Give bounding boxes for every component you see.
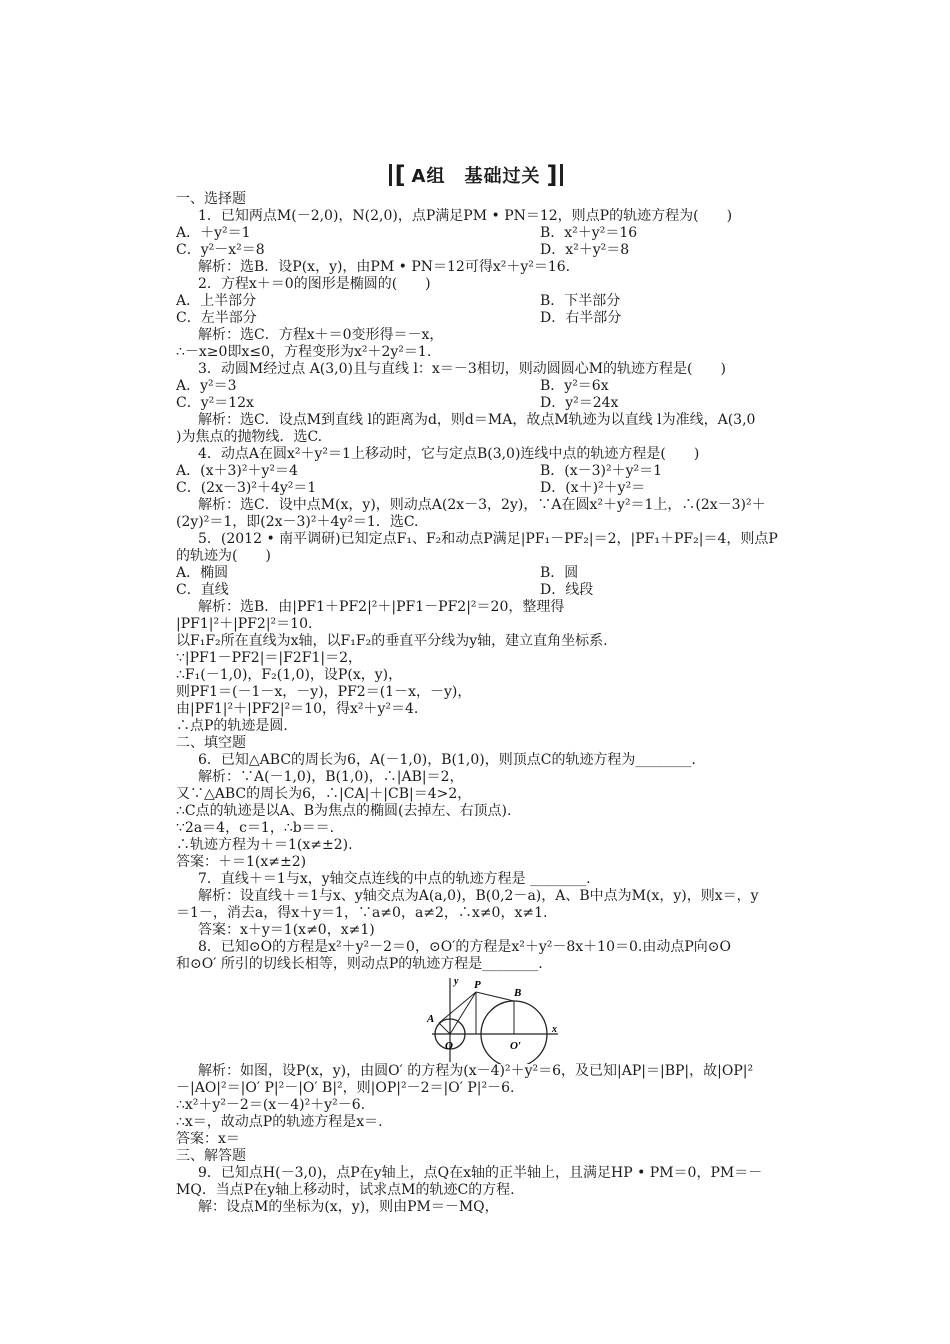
- option-d: D．y²＝24x: [540, 395, 619, 411]
- option-a: A．上半部分: [176, 293, 257, 309]
- section-banner: [368, 160, 584, 190]
- option-b: B．下半部分: [540, 293, 621, 309]
- solution-text: 解析：选C．设中点M(x，y)，则动点A(2x－3，2y)，∵A在圆x²＋y²＝1上，∴(2x－3)²＋: [198, 497, 766, 513]
- option-c: C．y²－x²＝8: [176, 242, 265, 258]
- solution-text: ∵2a＝4，c＝1，∴b＝＝.: [176, 820, 335, 836]
- option-a: A．(x＋3)²＋y²＝4: [176, 463, 298, 479]
- label-b: B: [514, 987, 522, 999]
- option-a: A．＋y²＝1: [176, 225, 251, 241]
- question-text: 4．动点A在圆x²＋y²＝1上移动时，它与定点B(3,0)连线中点的轨迹方程是( ): [198, 446, 700, 462]
- solution-text: 以F₁F₂所在直线为x轴，以F₁F₂的垂直平分线为y轴，建立直角坐标系.: [176, 633, 608, 649]
- radius-oa: [439, 1023, 450, 1034]
- solution-text: (2y)²＝1，即(2x－3)²＋4y²＝1．选C.: [176, 514, 419, 530]
- solution-text: 又∵△ABC的周长为6，∴|CA|＋|CB|＝4>2，: [176, 786, 472, 802]
- solution-text: ∴x²＋y²－2＝(x－4)²＋y²－6.: [176, 1097, 366, 1113]
- label-x: x: [552, 1024, 557, 1035]
- option-d: D．线段: [540, 582, 594, 598]
- label-y: y: [454, 976, 459, 987]
- banner-right-bracket: ]: [546, 161, 558, 189]
- solution-text: 解析：∵A(－1,0)，B(1,0)，∴|AB|＝2，: [198, 769, 464, 785]
- solution-text: ∴－x≥0即x≤0，方程变形为x²＋2y²＝1.: [176, 344, 432, 360]
- tangent-circles-figure: [424, 974, 564, 1064]
- option-b: B．(x－3)²＋y²＝1: [540, 463, 663, 479]
- solution-text: 解析：如图，设P(x，y)，由圆O′ 的方程为(x－4)²＋y²＝6，及已知|AP|＝|BP|，故|OP|²: [198, 1063, 754, 1079]
- solution-text: 由|PF1|²＋|PF2|²＝10，得x²＋y²＝4.: [176, 701, 419, 717]
- solution-text: ∴x＝，故动点P的轨迹方程是x＝.: [176, 1114, 383, 1130]
- banner-bar-left: [389, 164, 392, 186]
- option-c: C．y²＝12x: [176, 395, 254, 411]
- option-d: D．(x＋)²＋y²＝: [540, 480, 646, 496]
- solution-text: 则PF1＝(－1－x，－y)，PF2＝(1－x，－y)，: [176, 684, 472, 700]
- option-a: A．y²＝3: [176, 378, 237, 394]
- answer-text: 答案：x＋y＝1(x≠0，x≠1): [198, 922, 375, 938]
- solution-text: 解析：选C．方程x＋＝0变形得＝－x，: [198, 327, 444, 343]
- label-p: P: [474, 979, 481, 991]
- banner-left-bracket: [: [394, 161, 406, 189]
- solution-text: ∴C点的轨迹是以A、B为焦点的椭圆(去掉左、右顶点).: [176, 803, 512, 819]
- question-text: 6．已知△ABC的周长为6，A(－1,0)，B(1,0)，则顶点C的轨迹方程为________.: [198, 752, 696, 768]
- question-text: 9．已知点H(－3,0)，点P在y轴上，点Q在x轴的正半轴上，且满足HP • PM＝0，PM＝－: [198, 1165, 763, 1181]
- solution-text: ∴轨迹方程为＋＝1(x≠±2).: [176, 837, 353, 853]
- solution-text: 解析：选B．由|PF1＋PF2|²＋|PF1－PF2|²＝20，整理得: [198, 599, 565, 615]
- question-text: 2．方程x＋＝0的图形是椭圆的( ): [198, 276, 431, 292]
- label-a: A: [427, 1013, 435, 1025]
- solution-text: )为焦点的抛物线．选C.: [176, 429, 323, 445]
- solution-text: 解析：设直线＋＝1与x、y轴交点为A(a,0)，B(0,2－a)，A、B中点为M(x，y)，则x＝，y: [198, 888, 759, 904]
- answer-text: 答案：x＝: [176, 1131, 240, 1147]
- question-text: MQ．当点P在y轴上移动时，试求点M的轨迹C的方程.: [176, 1182, 515, 1198]
- option-c: C．(2x－3)²＋4y²＝1: [176, 480, 317, 496]
- label-o-prime: O′: [510, 1040, 522, 1052]
- solution-text: ∵|PF1－PF2|＝|F2F1|＝2，: [176, 650, 363, 666]
- option-b: B．x²＋y²＝16: [540, 225, 638, 241]
- option-c: C．直线: [176, 582, 229, 598]
- option-d: D．右半部分: [540, 310, 622, 326]
- question-text: 5．(2012 • 南平调研)已知定点F₁、F₂和动点P满足|PF₁－PF₂|＝2，|PF₁＋PF₂|＝4，则点P: [198, 531, 778, 547]
- banner-bar-right: [560, 164, 563, 186]
- tangent-pa: [439, 992, 476, 1023]
- option-c: C．左半部分: [176, 310, 257, 326]
- solution-text: 解：设点M的坐标为(x，y)，则由PM＝－MQ，: [198, 1199, 499, 1215]
- question-text: 3．动圆M经过点 A(3,0)且与直线 l：x＝－3相切，则动圆圆心M的轨迹方程是( ): [198, 361, 726, 377]
- answer-text: 答案：＋＝1(x≠±2): [176, 854, 307, 870]
- banner-title: A组 基础过关: [411, 166, 541, 187]
- solution-text: |PF1|²＋|PF2|²＝10.: [176, 616, 313, 632]
- option-d: D．x²＋y²＝8: [540, 242, 630, 258]
- option-a: A．椭圆: [176, 565, 229, 581]
- question-text: 8．已知⊙O的方程是x²＋y²－2＝0，⊙O′的方程是x²＋y²－8x＋10＝0.由动点P向⊙O: [198, 939, 731, 955]
- question-text: 1．已知两点M(－2,0)，N(2,0)，点P满足PM • PN＝12，则点P的轨迹方程为( ): [198, 208, 733, 224]
- question-text: 和⊙O′ 所引的切线长相等，则动点P的轨迹方程是________.: [176, 956, 543, 972]
- solution-text: ＝1－，消去a，得x＋y＝1，∵a≠0，a≠2，∴x≠0，x≠1.: [176, 905, 548, 921]
- section-heading: 一、选择题: [176, 191, 246, 207]
- tangent-pb: [476, 992, 514, 1001]
- option-b: B．y²＝6x: [540, 378, 609, 394]
- label-o: O: [445, 1040, 453, 1052]
- solution-text: 解析：选C．设点M到直线 l的距离为d，则d＝MA，故点M轨迹为以直线 l为准线，A(3,0: [198, 412, 756, 428]
- question-text: 的轨迹为( ): [176, 548, 271, 564]
- solution-text: －|AO|²＝|O′ P|²－|O′ B|²，则|OP|²－2＝|O′ P|²－6.: [176, 1080, 515, 1096]
- section-heading: 三、解答题: [176, 1148, 246, 1164]
- question-text: 7．直线＋＝1与x，y轴交点连线的中点的轨迹方程是 ________.: [198, 871, 591, 887]
- section-heading: 二、填空题: [176, 735, 246, 751]
- solution-text: 解析：选B．设P(x，y)，由PM • PN＝12可得x²＋y²＝16.: [198, 259, 571, 275]
- solution-text: ∴点P的轨迹是圆.: [176, 718, 288, 734]
- option-b: B．圆: [540, 565, 579, 581]
- solution-text: ∴F₁(－1,0)，F₂(1,0)，设P(x，y)，: [176, 667, 403, 683]
